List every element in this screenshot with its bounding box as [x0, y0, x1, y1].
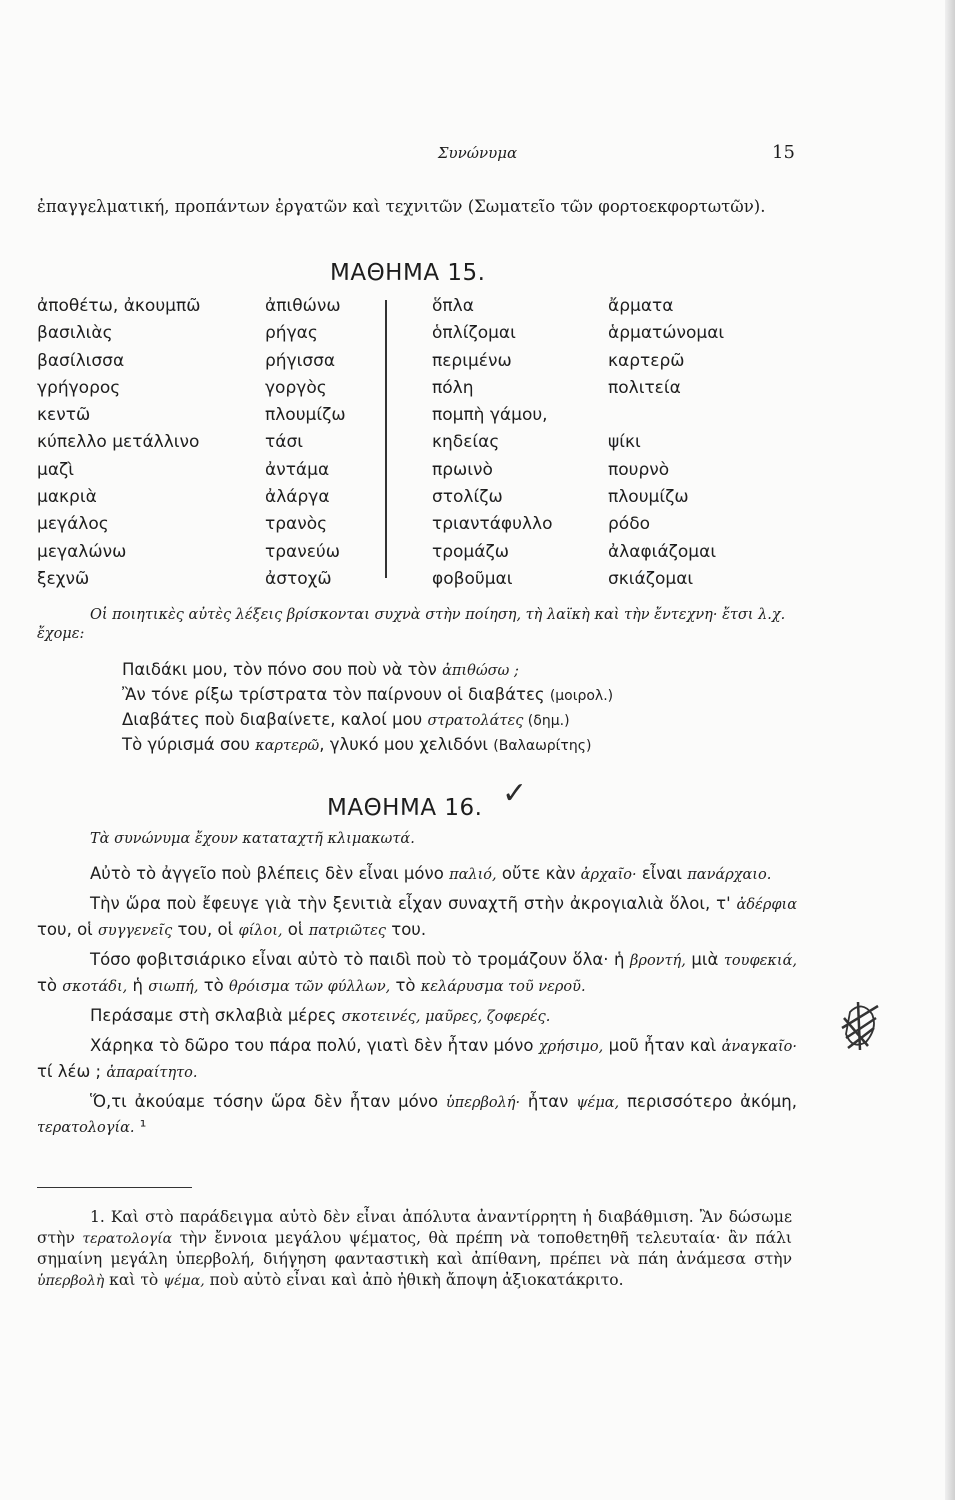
example-paragraph — [37, 1004, 797, 1030]
synonym-cell: μακριὰ — [37, 487, 97, 508]
italic-term: ἀναγκαῖο· — [721, 1038, 798, 1055]
running-head: Συνώνυμα — [437, 144, 518, 162]
lesson-16-heading: ΜΑΘΗΜΑ 16. — [327, 795, 483, 821]
text-run: του, οἱ — [37, 919, 98, 939]
synonym-cell: γρήγορος — [37, 377, 121, 398]
page-edge — [945, 0, 955, 1500]
text-run: Ὅ,τι ἀκούαμε τόσην ὥρα δὲν ἦταν μόνο — [90, 1091, 446, 1111]
synonym-cell: τρανὸς — [265, 514, 328, 535]
synonym-cell: ὅπλα — [432, 296, 474, 316]
poem-line — [122, 710, 613, 735]
synonym-cell: ρήγας — [265, 323, 318, 344]
synonym-cell: μεγάλος — [37, 514, 109, 535]
footnote-rule — [37, 1187, 192, 1188]
synonym-cell: ρόδο — [608, 514, 650, 535]
example-paragraph — [37, 862, 797, 888]
synonym-cell: γοργὸς — [265, 377, 327, 398]
check-mark-icon: ✓ — [502, 776, 528, 811]
synonym-cell: πλουμίζω — [265, 405, 346, 426]
italic-term: τουφεκιά, — [723, 952, 797, 969]
text-run: 1. Καὶ στὸ παράδειγμα αὐτὸ δὲν εἶναι ἀπόλυτα ἀναντίρρητη ἡ διαβάθμιση. Ἂν δώσωμε στὴν — [37, 1208, 792, 1247]
text-run: του. — [386, 919, 427, 939]
text-run: οὔτε κὰν — [496, 864, 581, 883]
synonym-cell: ἁρματώνομαι — [608, 323, 725, 344]
italic-term: σιωπή, — [148, 978, 199, 995]
synonym-cell: πομπὴ γάμου, — [432, 405, 548, 426]
italic-term: συγγενεῖς — [98, 922, 173, 939]
synonym-cell: τριαντάφυλλο — [432, 514, 553, 535]
synonym-cell: καρτερῶ — [608, 350, 685, 371]
synonym-cell: ἀντάμα — [265, 459, 330, 480]
poem-line — [122, 685, 613, 710]
lesson-15-heading: ΜΑΘΗΜΑ 15. — [330, 260, 486, 286]
intro-paragraph: ἐπαγγελματική, προπάντων ἐργατῶν καὶ τεχνιτῶν (Σωματεῖο τῶν φορτοεκφορτωτῶν). — [37, 197, 766, 216]
stamp-icon — [838, 998, 882, 1054]
synonym-cell: ἀλάργα — [265, 487, 330, 508]
text-run: τὸ — [198, 975, 229, 995]
poem-text: Παιδάκι μου, τὸν πόνο σου ποὺ νὰ τὸν — [122, 660, 443, 679]
poem-text: Ἂν τόνε ρίξω τρίστρατα τὸν παίρνουν οἱ διαβάτες — [122, 685, 550, 704]
poem-it: ἀπιθώσω ; — [442, 663, 519, 679]
poem-line — [122, 660, 613, 685]
synonym-cell: ὁπλίζομαι — [432, 323, 516, 344]
synonym-cell: κηδείας — [432, 432, 500, 453]
poem-it: στρατολάτες — [427, 713, 524, 729]
example-paragraph — [37, 1090, 797, 1141]
poem-it: καρτερῶ — [255, 738, 320, 754]
synonym-cell: ἀποθέτω, ἀκουμπῶ — [37, 296, 201, 316]
italic-term: σκοτάδι, — [62, 978, 128, 995]
italic-term: ἀδέρφια — [736, 897, 797, 914]
synonym-cell: κύπελλο μετάλλινο — [37, 432, 200, 453]
italic-term: ψέμα, — [576, 1094, 620, 1111]
poem-line — [122, 735, 613, 760]
italic-term: τερατολογία. — [37, 1120, 135, 1137]
synonym-cell: τρομάζω — [432, 541, 509, 562]
synonym-cell: πουρνὸ — [608, 459, 670, 480]
synonym-cell: πλουμίζω — [608, 487, 689, 508]
italic-term: θρόισμα τῶν φύλλων, — [228, 978, 391, 995]
synonym-cell: ἄρματα — [608, 296, 674, 316]
text-run: τὴν ἔννοια μεγάλου ψέματος, θὰ πρέπη νὰ τοποθετηθῆ τελευταία· ἂν πάλι σημαίνη μεγάλη ὑπερβολή, διήγηση φανταστικὴ καὶ ἀπίθανη, πρέπει νὰ πάη ἀνάμεσα στὴν — [37, 1228, 792, 1269]
synonym-cell: μαζὶ — [37, 459, 75, 480]
text-run: καὶ τὸ — [104, 1270, 164, 1289]
italic-term: πατριῶτες — [308, 922, 387, 939]
italic-term: κελάρυσμα τοῦ νεροῦ. — [420, 978, 586, 995]
text-run: περισσότερο ἀκόμη, — [619, 1091, 798, 1111]
poem-text2: , γλυκό μου χελιδόνι — [319, 735, 494, 754]
synonym-cell: σκιάζομαι — [608, 568, 694, 589]
italic-term: χρήσιμο, — [538, 1038, 604, 1055]
text-run: μοῦ ἦταν καὶ — [603, 1035, 722, 1055]
italic-term: πανάρχαιο. — [687, 867, 772, 883]
example-paragraph — [37, 1034, 797, 1085]
synonym-cell: ρήγισσα — [265, 350, 336, 371]
poem-src: (δημ.) — [523, 713, 570, 729]
text-run: Τὴν ὥρα ποὺ ἔφευγε γιὰ τὴν ξενιτιὰ εἶχαν συναχτῆ στὴν ἀκρογιαλιὰ ὅλοι, τ' — [90, 894, 737, 914]
italic-term: φίλοι, — [238, 922, 283, 939]
text-run: οἱ — [282, 919, 309, 939]
page-number: 15 — [772, 142, 795, 163]
poem-examples — [122, 660, 613, 760]
synonym-cell: πρωινὸ — [432, 459, 493, 480]
poem-text: Διαβάτες ποὺ διαβαίνετε, καλοί μου — [122, 710, 428, 729]
poem-src: (μοιρολ.) — [549, 688, 614, 704]
text-run: ἡ — [127, 975, 149, 995]
lesson-16-body — [37, 862, 797, 1146]
italic-term: βροντή, — [630, 952, 686, 969]
text-run: Τόσο φοβιτσιάρικο εἶναι αὐτὸ τὸ παιδὶ ποὺ τὸ τρομάζουν ὅλα· ἡ — [90, 949, 631, 969]
poem-src: (Βαλαωρίτης) — [493, 738, 592, 754]
synonym-cell: ἀστοχῶ — [265, 568, 332, 589]
text-run: ἦταν — [520, 1091, 577, 1111]
synonym-cell: φοβοῦμαι — [432, 568, 513, 589]
text-run: Περάσαμε στὴ σκλαβιὰ μέρες — [90, 1005, 342, 1025]
synonym-cell: βασίλισσα — [37, 350, 125, 371]
synonym-cell: ἀπιθώνω — [265, 296, 341, 316]
italic-term: ψέμα, — [163, 1272, 205, 1289]
synonym-cell: περιμένω — [432, 350, 512, 371]
table-divider — [385, 300, 387, 578]
text-run: τί λέω ; — [37, 1061, 107, 1081]
synonym-cell: ἀλαφιάζομαι — [608, 541, 717, 562]
synonym-cell: πόλη — [432, 377, 474, 398]
synonym-cell: τάσι — [265, 432, 303, 453]
synonym-cell: μεγαλώνω — [37, 541, 127, 562]
poetic-words-note: Οἱ ποιητικὲς αὐτὲς λέξεις βρίσκονται συχνὰ στὴν ποίηση, τὴ λαϊκὴ καὶ τὴν ἔντεχνη· ἔτσι λ.χ. ἔχομε: — [37, 607, 786, 642]
synonym-cell: πολιτεία — [608, 377, 681, 398]
synonym-cell: ξεχνῶ — [37, 568, 90, 589]
italic-term: ὑπερβολή· — [445, 1094, 521, 1111]
footnote-paragraph — [37, 1207, 792, 1291]
synonym-cell: ψίκι — [608, 432, 641, 453]
synonym-cell: κεντῶ — [37, 405, 91, 426]
text-run: μιὰ — [685, 949, 724, 969]
example-paragraph — [37, 892, 797, 943]
gradation-note: Τὰ συνώνυμα ἔχουν καταταχτῆ κλιμακωτά. — [90, 831, 415, 847]
text-run: ¹ — [134, 1117, 147, 1137]
text-run: τὸ — [390, 975, 421, 995]
italic-term: τερατολογία — [82, 1230, 173, 1247]
text-run: τὸ — [37, 975, 63, 995]
text-run: Αὐτὸ τὸ ἀγγεῖο ποὺ βλέπεις δὲν εἶναι μόνο — [90, 864, 450, 883]
italic-term: παλιό, — [449, 867, 497, 883]
text-run: του, οἱ — [172, 919, 239, 939]
footnote — [37, 1207, 792, 1291]
synonym-cell: βασιλιὰς — [37, 323, 113, 344]
synonym-cell: στολίζω — [432, 487, 503, 508]
synonym-cell: τρανεύω — [265, 541, 340, 562]
italic-term: ἀρχαῖο· — [580, 867, 637, 883]
poem-text: Τὸ γύρισμά σου — [122, 735, 256, 754]
italic-term: ὑπερβολὴ — [37, 1272, 105, 1289]
italic-term: σκοτεινές, μαῦρες, ζοφερές. — [341, 1008, 551, 1025]
text-run: Χάρηκα τὸ δῶρο του πάρα πολύ, γιατὶ δὲν ἦταν μόνο — [90, 1035, 539, 1055]
text-run: εἶναι — [636, 864, 688, 883]
italic-term: ἀπαραίτητο. — [106, 1064, 198, 1081]
example-paragraph — [37, 948, 797, 999]
text-run: ποὺ αὐτὸ εἶναι καὶ ἀπὸ ἠθικὴ ἄποψη ἀξιοκατάκριτο. — [204, 1270, 624, 1289]
